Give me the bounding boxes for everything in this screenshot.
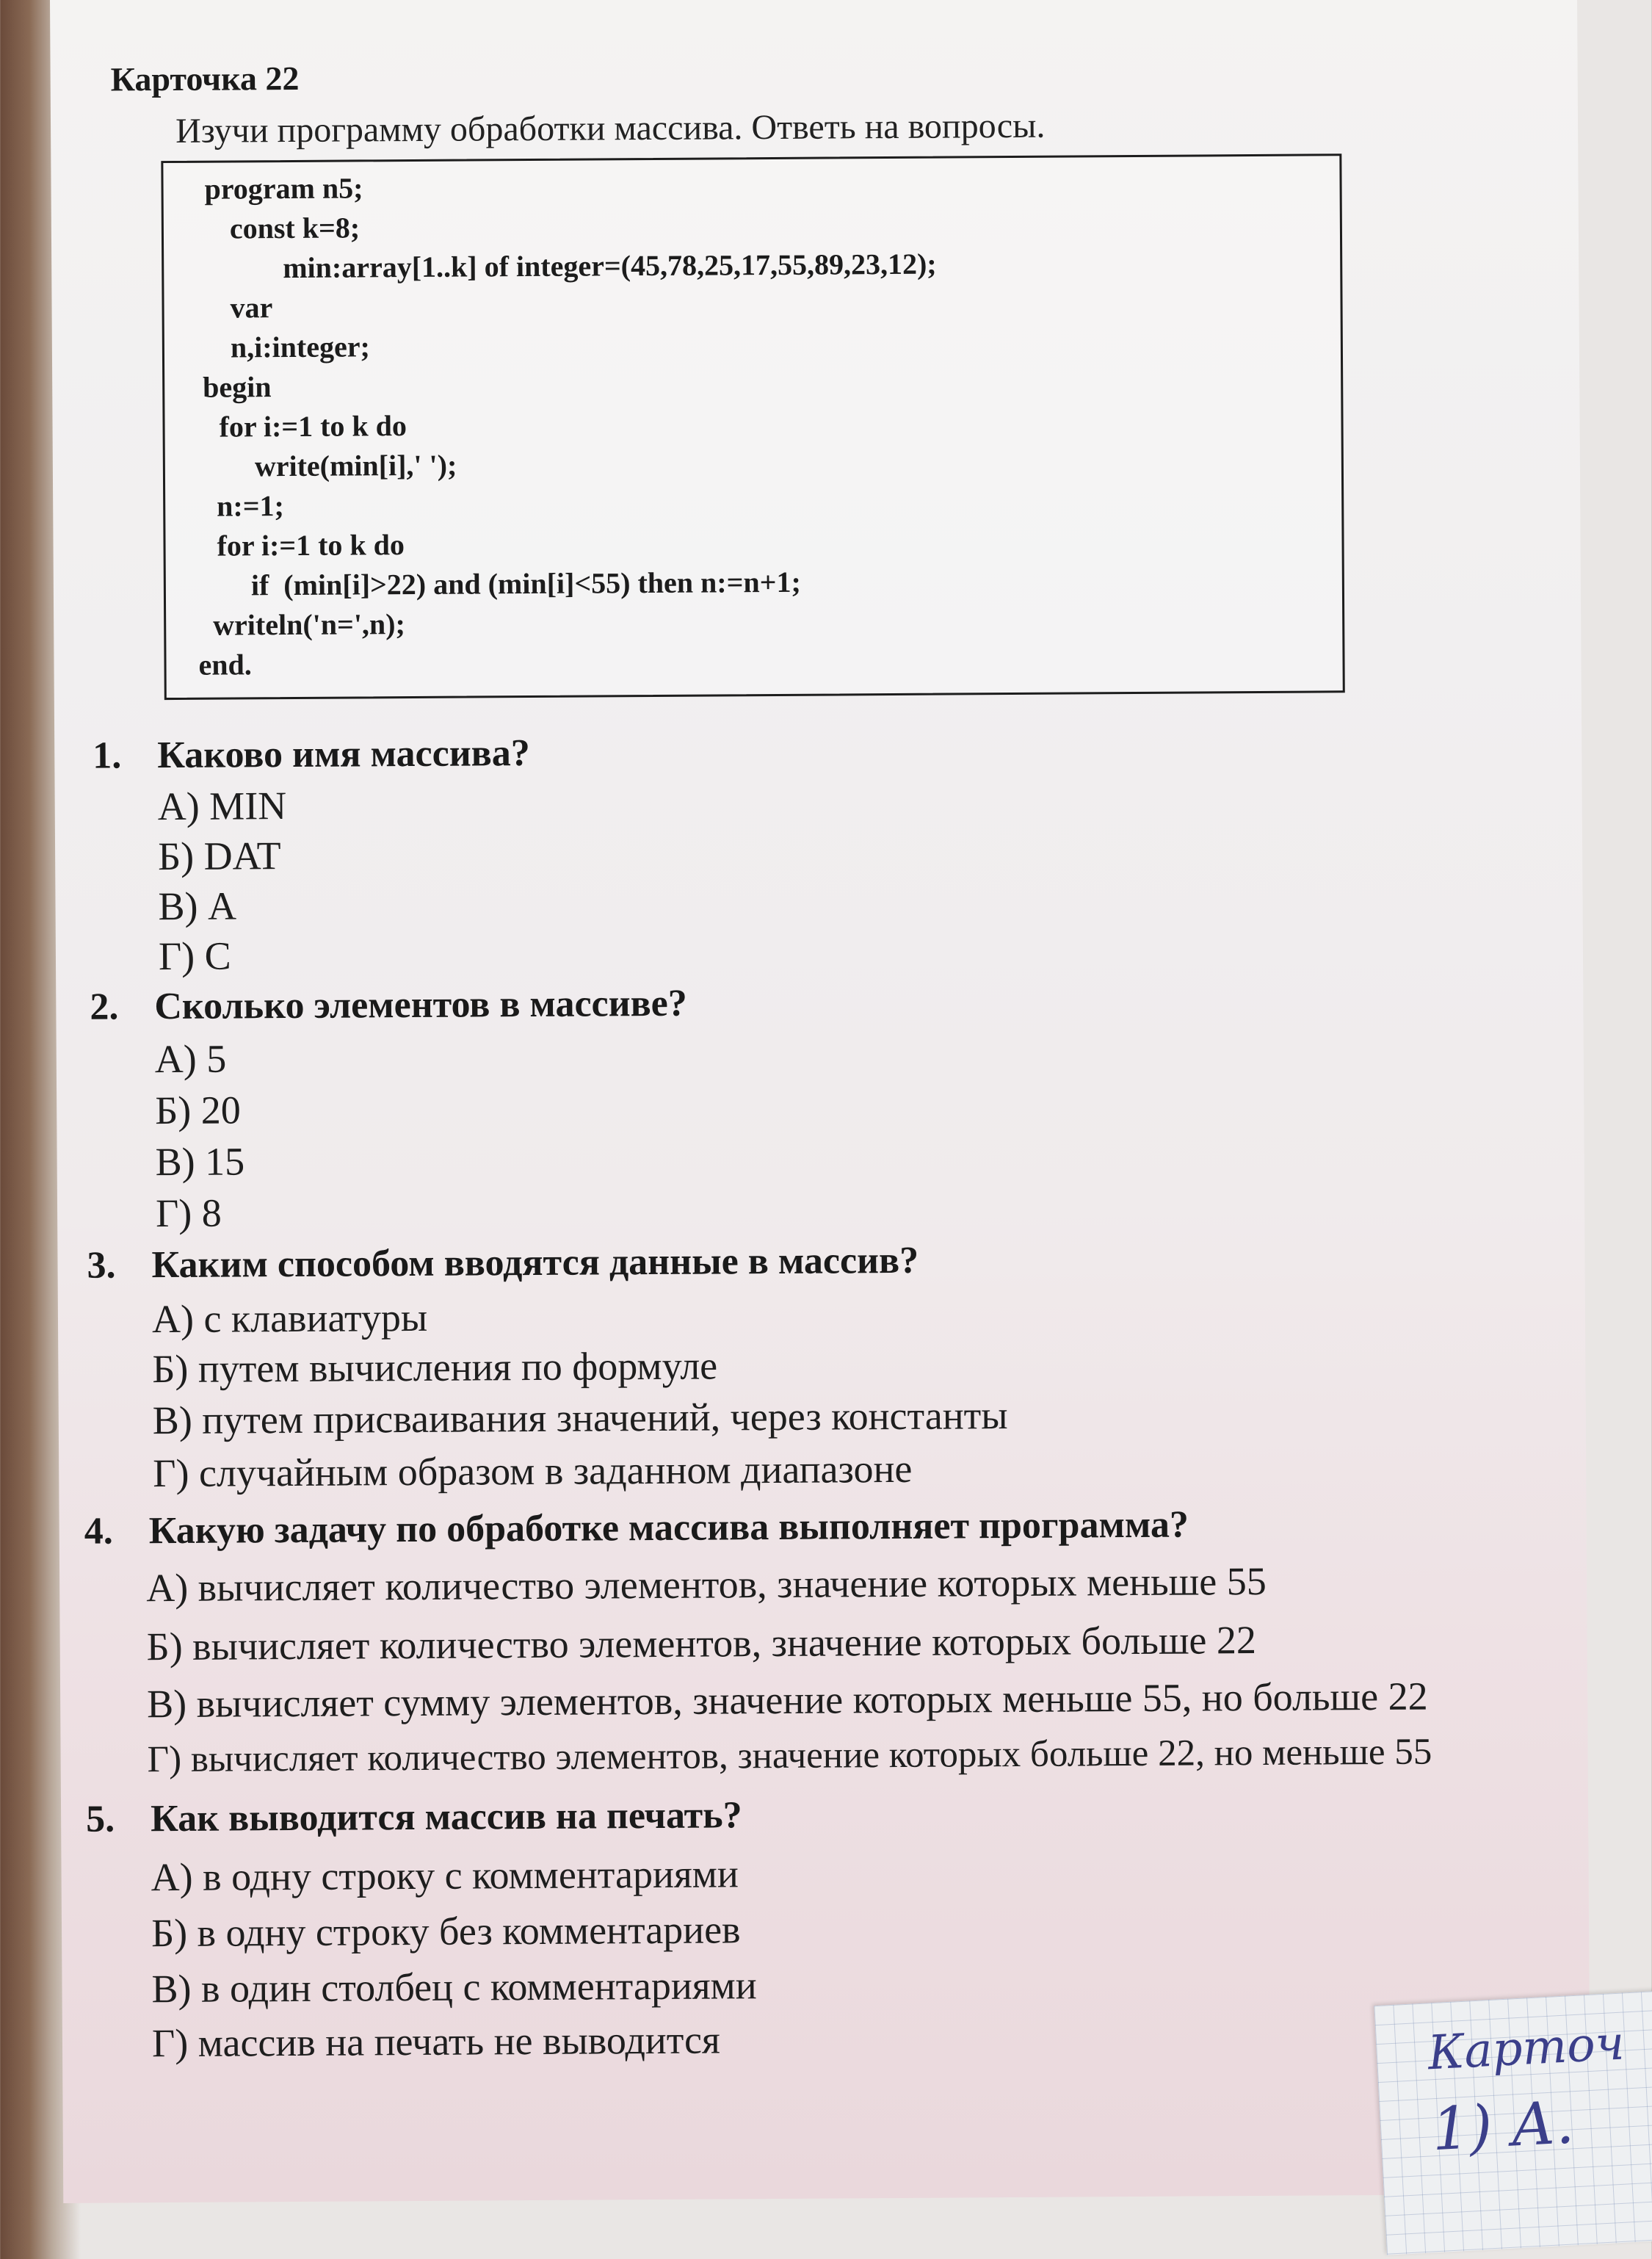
question-text: Каким способом вводятся данные в массив? [151, 1239, 919, 1287]
answer-option: Б) DAT [157, 834, 281, 879]
worksheet-page [50, 0, 1590, 2203]
answer-option: Г) С [158, 933, 231, 979]
answer-option: А) 5 [154, 1036, 227, 1082]
code-line: const k=8; [229, 211, 361, 245]
code-line: for i:=1 to k do [219, 409, 407, 444]
answer-option: Б) путем вычисления по формуле [152, 1343, 718, 1392]
answer-option: В) 15 [155, 1139, 245, 1185]
answer-option: А) MIN [157, 784, 287, 829]
question-number: 1. [93, 734, 122, 777]
handwriting-line: Карточ [1426, 2016, 1626, 2081]
answer-option: Г) 8 [155, 1190, 222, 1236]
question-number: 2. [90, 986, 119, 1028]
handwriting-drawing [1374, 1989, 1652, 2255]
card-title: Карточка 22 [110, 59, 300, 98]
answer-option: А) с клавиатуры [151, 1295, 428, 1342]
code-line: n:=1; [217, 489, 285, 523]
code-line: begin [203, 370, 272, 404]
answer-option: Б) вычисляет количество элементов, значение которых больше 22 [146, 1618, 1257, 1669]
question-text: Как выводится массив на печать? [150, 1794, 742, 1840]
question-text: Какую задачу по обработке массива выполняет программа? [148, 1503, 1189, 1553]
code-line: end. [198, 648, 252, 682]
answer-option: А) в одну строку с комментариями [151, 1851, 739, 1900]
handwritten-note [1374, 1989, 1652, 2255]
question-number: 5. [85, 1798, 115, 1840]
answer-option: Г) случайным образом в заданном диапазоне [153, 1446, 913, 1496]
handwriting-line: 1) А. [1430, 2088, 1576, 2164]
answer-option: В) путем присваивания значений, через константы [152, 1393, 1008, 1443]
question-number: 4. [84, 1510, 113, 1553]
code-line: if (min[i]>22) and (min[i]<55) then n:=n+1; [250, 565, 801, 602]
code-line: min:array[1..k] of integer=(45,78,25,17,55,89,23,12); [283, 247, 937, 285]
question-number: 3. [87, 1244, 116, 1287]
answer-option: А) вычисляет количество элементов, значение которых меньше 55 [146, 1558, 1267, 1611]
question-text: Каково имя массива? [157, 732, 530, 777]
card-instruction: Изучи программу обработки массива. Ответь на вопросы. [175, 106, 1046, 151]
code-line: writeln('n=',n); [213, 607, 406, 642]
code-line: var [230, 291, 273, 325]
program-code-box [161, 153, 1344, 700]
answer-option: Б) в одну строку без комментариев [151, 1907, 741, 1956]
answer-option: Б) 20 [155, 1088, 241, 1133]
code-line: write(min[i],' '); [254, 448, 457, 483]
answer-option: Г) вычисляет количество элементов, значение которых больше 22, но меньше 55 [147, 1731, 1432, 1781]
answer-option: В) вычисляет сумму элементов, значение которых меньше 55, но больше 22 [146, 1674, 1428, 1727]
answer-option: В) в один столбец с комментариями [151, 1963, 757, 2012]
code-line: n,i:integer; [230, 330, 370, 364]
answer-option: Г) массив на печать не выводится [151, 2017, 720, 2066]
code-line: program n5; [204, 171, 363, 206]
question-text: Сколько элементов в массиве? [154, 982, 687, 1028]
answer-option: В) А [158, 883, 237, 929]
code-line: for i:=1 to k do [217, 528, 405, 563]
